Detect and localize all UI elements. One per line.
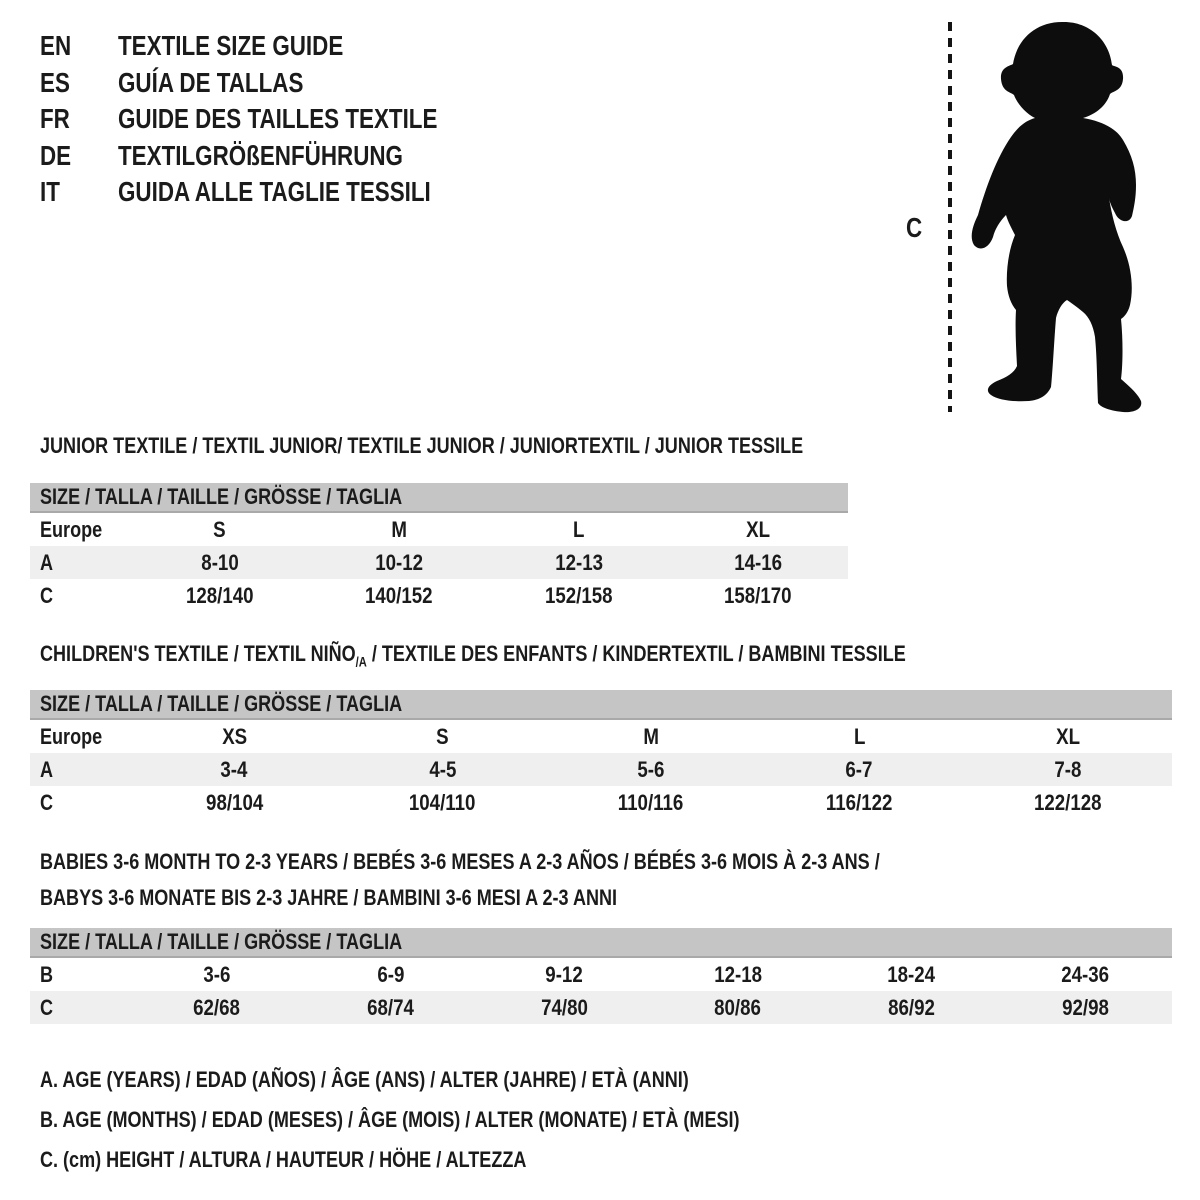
row-label: C (40, 994, 54, 1020)
nino-a-subscript: /A (355, 654, 367, 670)
size-cell: XL (1055, 723, 1080, 749)
age-cell: 6-9 (376, 961, 405, 987)
row-label: C (40, 789, 54, 815)
table-row-height-cm (30, 991, 1172, 1024)
guide-title: TEXTILGRÖßENFÜHRUNG (118, 139, 403, 171)
height-cell: 68/74 (367, 994, 414, 1020)
age-cell: 8-10 (201, 549, 239, 575)
legend (40, 1060, 893, 1180)
age-cell: 12-13 (554, 549, 603, 575)
guide-title: TEXTILE SIZE GUIDE (118, 30, 344, 62)
size-header-band: SIZE / TALLA / TAILLE / GRÖSSE / TAGLIA (30, 928, 1172, 958)
height-cell: 74/80 (540, 994, 588, 1020)
height-cell: 116/122 (826, 789, 893, 815)
language-code: DE (40, 139, 72, 171)
height-cell: 98/104 (205, 789, 263, 815)
table-row-height-cm (30, 579, 848, 612)
age-cell: 6-7 (845, 756, 873, 782)
size-cell: XS (221, 723, 247, 749)
children-section-title: CHILDREN'S TEXTILE / TEXTIL $NIÑO_{/A}$ / TEXTILE DES ENFANTS / KINDERTEXTIL / BAMBINI TESSILE (40, 641, 906, 670)
guide-title: GUIDE DES TAILLES TEXTILE (118, 103, 438, 135)
language-code: ES (40, 66, 70, 98)
height-cell: 140/152 (365, 582, 434, 608)
language-title-list (40, 28, 517, 211)
size-header-band: SIZE / TALLA / TAILLE / GRÖSSE / TAGLIA (30, 483, 848, 513)
children-size-table (30, 690, 1172, 819)
size-cell: XL (746, 516, 771, 542)
babies-section-title: BABIES 3-6 MONTH TO 2-3 YEARS / BEBÉS 3-6 MESES A 2-3 AÑOS / BÉBÉS 3-6 MOIS À 2-3 ANS / BABYS 3-6 MONATE BIS 2-3 JAHRE / BAMBINI 3-6 MESI A 2-3 ANNI (40, 849, 880, 910)
size-cell: S (436, 723, 449, 749)
age-cell: 18-24 (887, 961, 936, 987)
row-label: A (40, 549, 54, 575)
language-row (40, 138, 517, 175)
height-cell: 110/116 (618, 789, 684, 815)
toddler-figure (900, 8, 1200, 428)
size-cell: L (853, 723, 866, 749)
height-cell: 158/170 (724, 582, 793, 608)
age-cell: 12-18 (713, 961, 762, 987)
guide-title: GUIDA ALLE TAGLIE TESSILI (118, 176, 431, 208)
table-row-europe (30, 513, 848, 546)
size-cell: L (573, 516, 585, 542)
junior-section-title: JUNIOR TEXTILE / TEXTIL JUNIOR/ TEXTILE JUNIOR / JUNIORTEXTIL / JUNIOR TESSILE (40, 433, 804, 458)
row-label: A (40, 756, 54, 782)
table-row-age-months (30, 958, 1172, 991)
language-code: FR (40, 103, 70, 135)
table-row-europe (30, 720, 1172, 753)
size-header-band: SIZE / TALLA / TAILLE / GRÖSSE / TAGLIA (30, 690, 1172, 720)
height-cell: 152/158 (544, 582, 613, 608)
size-cell: S (213, 516, 226, 542)
table-row-age-years (30, 546, 848, 579)
height-measure-label: C (906, 212, 923, 243)
age-cell: 5-6 (637, 756, 665, 782)
language-row (40, 65, 517, 102)
height-cell: 62/68 (193, 994, 241, 1020)
row-label: Europe (40, 516, 103, 542)
age-cell: 3-6 (203, 961, 231, 987)
row-label: Europe (40, 723, 103, 749)
age-cell: 24-36 (1061, 961, 1110, 987)
size-cell: M (643, 723, 659, 749)
height-cell: 128/140 (185, 582, 254, 608)
toddler-silhouette-icon (972, 22, 1142, 412)
height-cell: 122/128 (1033, 789, 1102, 815)
language-code: EN (40, 30, 72, 62)
age-cell: 9-12 (545, 961, 583, 987)
height-cell: 92/98 (1061, 994, 1109, 1020)
size-cell: M (391, 516, 408, 542)
language-row (40, 28, 517, 65)
table-row-height-cm (30, 786, 1172, 819)
junior-size-table (30, 483, 848, 612)
age-cell: 14-16 (734, 549, 783, 575)
legend-line-c: C. (cm) HEIGHT / ALTURA / HAUTEUR / HÖHE / ALTEZZA (40, 1147, 527, 1172)
language-code: IT (40, 176, 60, 208)
legend-line-a: A. AGE (YEARS) / EDAD (AÑOS) / ÂGE (ANS) / ALTER (JAHRE) / ETÀ (ANNI) (40, 1067, 689, 1092)
babies-size-table (30, 928, 1172, 1024)
table-row-age-years (30, 753, 1172, 786)
age-cell: 3-4 (220, 756, 248, 782)
age-cell: 10-12 (375, 549, 424, 575)
height-cell: 86/92 (888, 994, 935, 1020)
language-row (40, 101, 517, 138)
language-row (40, 174, 517, 211)
row-label: B (40, 961, 54, 987)
age-cell: 7-8 (1054, 756, 1082, 782)
legend-line-b: B. AGE (MONTHS) / EDAD (MESES) / ÂGE (MOIS) / ALTER (MONATE) / ETÀ (MESI) (40, 1107, 740, 1132)
age-cell: 4-5 (429, 756, 457, 782)
height-cell: 80/86 (714, 994, 762, 1020)
row-label: C (40, 582, 54, 608)
guide-title: GUÍA DE TALLAS (118, 66, 304, 98)
height-cell: 104/110 (409, 789, 476, 815)
